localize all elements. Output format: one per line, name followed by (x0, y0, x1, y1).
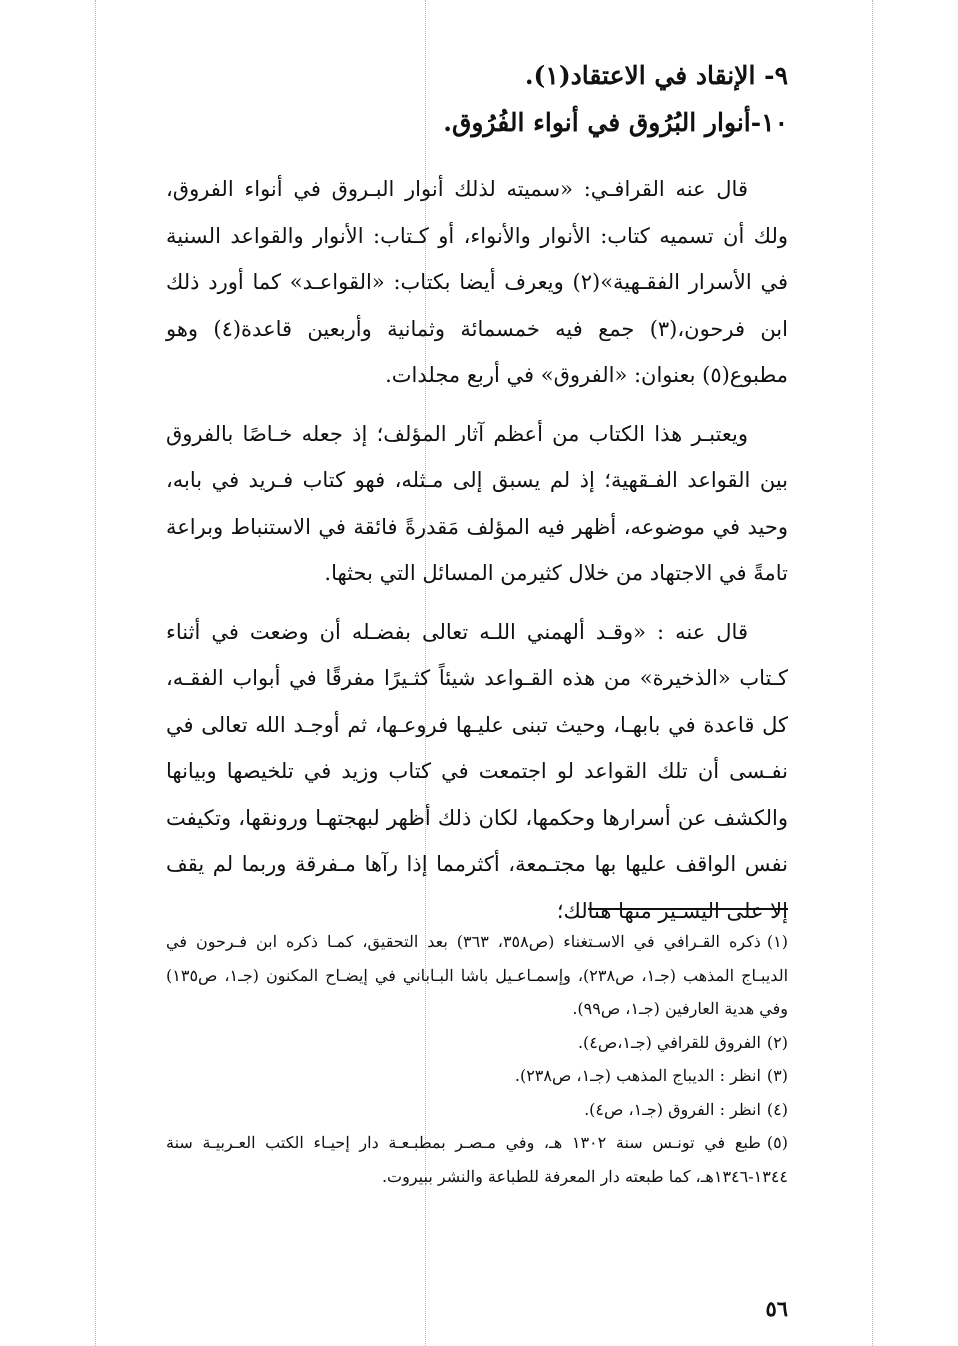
footnote-3 (166, 1059, 788, 1093)
footnote-number: (٢) (766, 1032, 788, 1052)
footnote-4 (166, 1093, 788, 1127)
footnotes (166, 925, 788, 1193)
scan-artifact-line (95, 0, 96, 1346)
footnote-number: (٣) (766, 1066, 788, 1085)
footnote-number: (٤) (766, 1099, 788, 1119)
heading-item-9: ٩- الإنقاد في الاعتقاد(١). (524, 61, 788, 90)
main-text (166, 50, 788, 934)
footnote-text: انظر : الفروق (جـ١، ص٤). (584, 1099, 761, 1119)
footnote-number: (٥) (766, 1133, 789, 1152)
paragraph: ويعتبـر هذا الكتاب من أعظم آثار المؤلف؛ إذ جعله خـاصًا بالفروق بين القواعد الفـقهية؛ إذ لم يسبق إلى مـثله، فهو كتاب فـريد في بابه، وحيد في موضوعه، أظهر فيه المؤلف مَقدرةً فائقة في الاستنباط وبراعة تامةً في الاجتهاد من خلال كثيرمن المسائل التي بحثها. (166, 421, 788, 585)
footnote-1 (166, 925, 788, 1026)
paragraph: قال عنه القرافـي: «سميته لذلك أنوار البـروق في أنواء الفروق، ولك أن تسميه كتاب: الأنوار والأنواء، أو كـتاب: الأنوار والقواعد السنية في الأسرار الفقـهية»(٢) ويعرف أيضا بكتاب: «القواعـد» كما أورد ذلك ابن فرحون،(٣) جمع فيه خمسمائة وثمانية وأربعين قاعدة(٤) وهو مطبوع(٥) بعنوان: «الفروق» في أربع مجلدات. (166, 177, 788, 387)
scan-artifact-line (872, 0, 873, 1346)
footnote-2 (166, 1026, 788, 1060)
footnote-text: ذكره القـرافي في الاسـتغناء (ص٣٥٨، ٣٦٣) بعد التحقيق، كمـا ذكره ابن فـرحون في الديبـاج المذهب (جـ١، ص٢٣٨)، وإسمـاعـيل باشا البـاباني في إيضـاح المكنون (جـ١، ص١٣٥) وفي هدية العارفين (جـ١، ص٩٩). (166, 932, 789, 1018)
footnote-divider (588, 908, 788, 910)
page-number: ٥٦ (765, 1296, 788, 1321)
footnote-text: انظر : الديباج المذهب (جـ١، ص٢٣٨). (514, 1066, 761, 1085)
footnote-5 (166, 1126, 788, 1193)
footnote-text: الفروق للقرافي (جـ١،ص٤). (577, 1032, 761, 1052)
footnote-number: (١) (766, 932, 789, 951)
footnote-text: طبع في تونـس سنة ١٣٠٢ هـ، وفي مـصـر بمطبـعـة دار إحيـاء الكتب العـربيـة سنة ١٣٤٤-١٣٤٦هـ، كما طبعته دار المعرفة للطباعة والنشر ببيروت. (166, 1133, 788, 1186)
paragraph: قال عنه : «وقـد ألهمني اللـه تعالى بفضـله أن وضعت في أثناء كـتاب «الذخيرة» من هذه القـواعد شيئاً كثـيرًا مفرقًا في أبواب الفقـه، كل قاعدة في بابهـا، وحيث تبنى عليـها فروعـها، ثم أوجـد الله تعالى في نفـسى أن تلك القواعد لو اجتمعت في كتاب وزيد في تلخيصها وبيانها والكشف عن أسرارها وحكمها، لكان ذلك أظهر لبهجتهـا ورونقها، وتكيفت نفس الواقف عليها بها مجتـمعة، أكثرمما إذا رآها مـفرقة وربما لم يقف إلا على اليسـير منها هنالك؛ (166, 619, 788, 923)
heading-item-10: ١٠-أنوار البُرُوق في أنواء الفُرُوق. (443, 108, 788, 137)
